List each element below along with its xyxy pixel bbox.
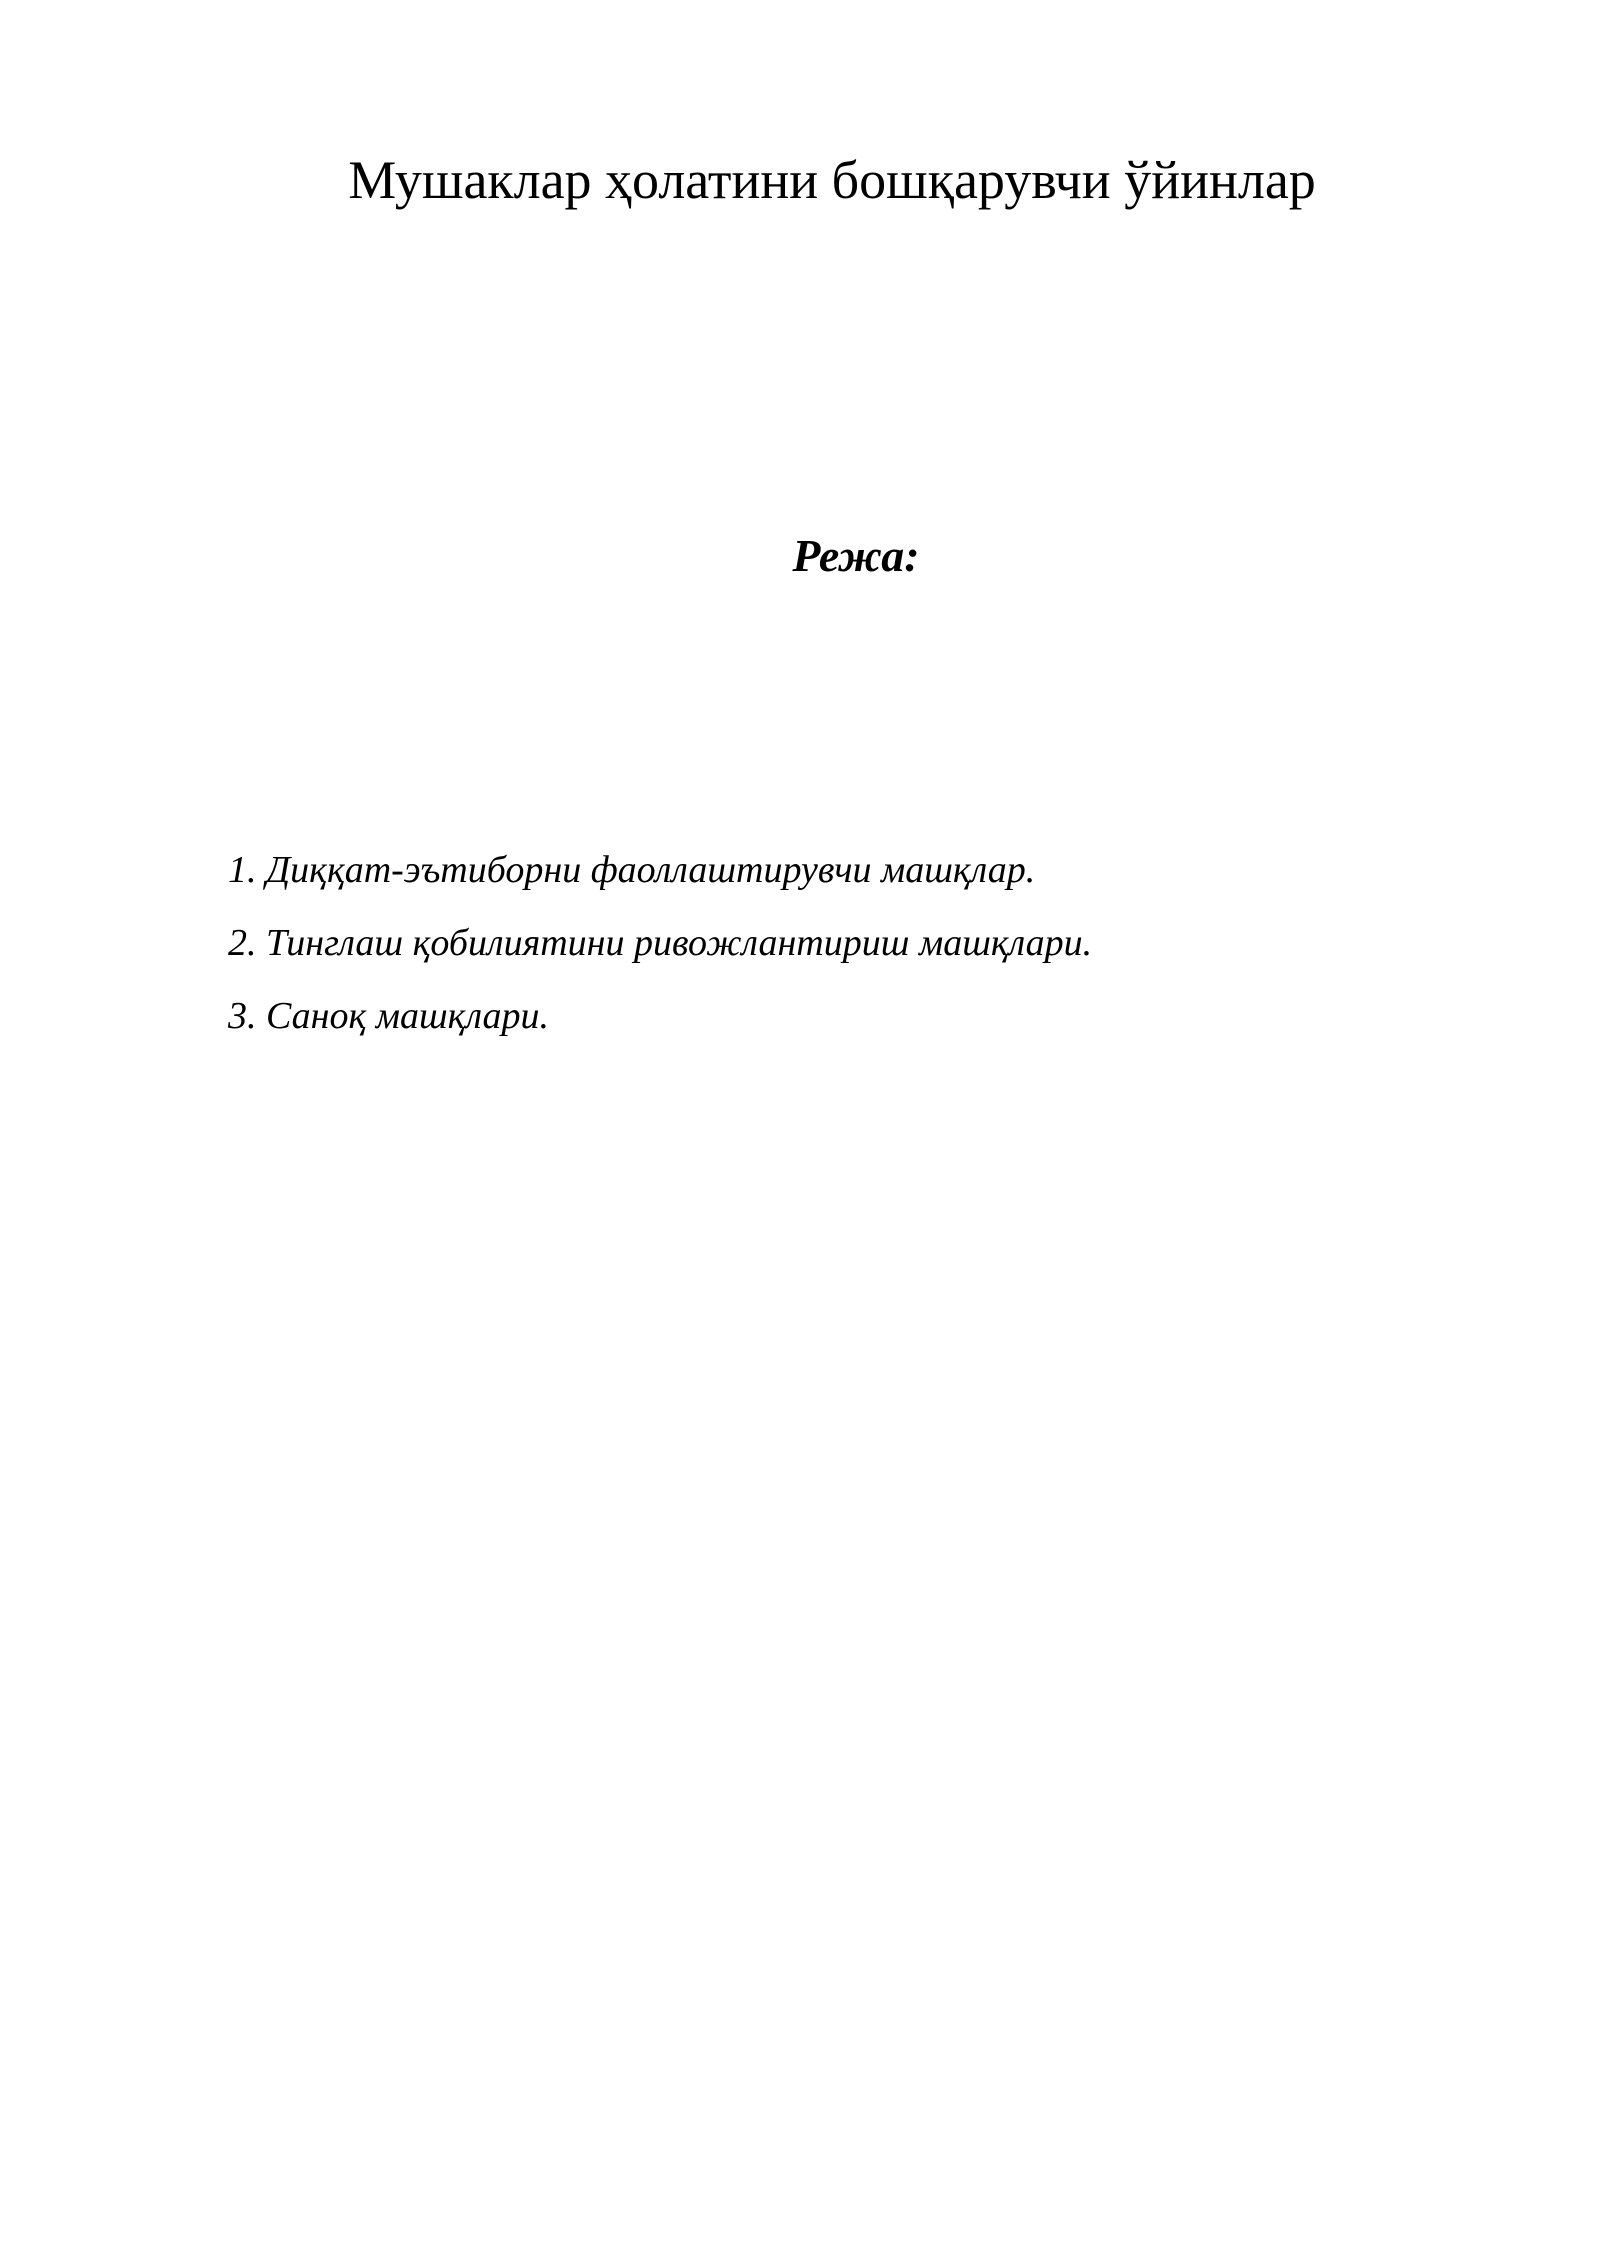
plan-heading: Режа:	[792, 530, 920, 581]
plan-item	[228, 846, 1092, 919]
plan-list	[228, 846, 1092, 1065]
plan-item-text: Саноқ машқлари.	[266, 995, 549, 1037]
plan-item-number: 3.	[228, 995, 257, 1037]
document-title: Мушаклар ҳолатини бошқарувчи ўйинлар	[348, 150, 1316, 210]
plan-item	[228, 992, 1092, 1065]
plan-item-text: Диққат-эътиборни фаоллаштирувчи машқлар.	[266, 849, 1036, 891]
plan-item-number: 2.	[228, 922, 257, 964]
plan-item	[228, 919, 1092, 992]
plan-item-number: 1.	[228, 849, 257, 891]
plan-item-text: Тинглаш қобилиятини ривожлантириш машқлари.	[266, 922, 1093, 964]
